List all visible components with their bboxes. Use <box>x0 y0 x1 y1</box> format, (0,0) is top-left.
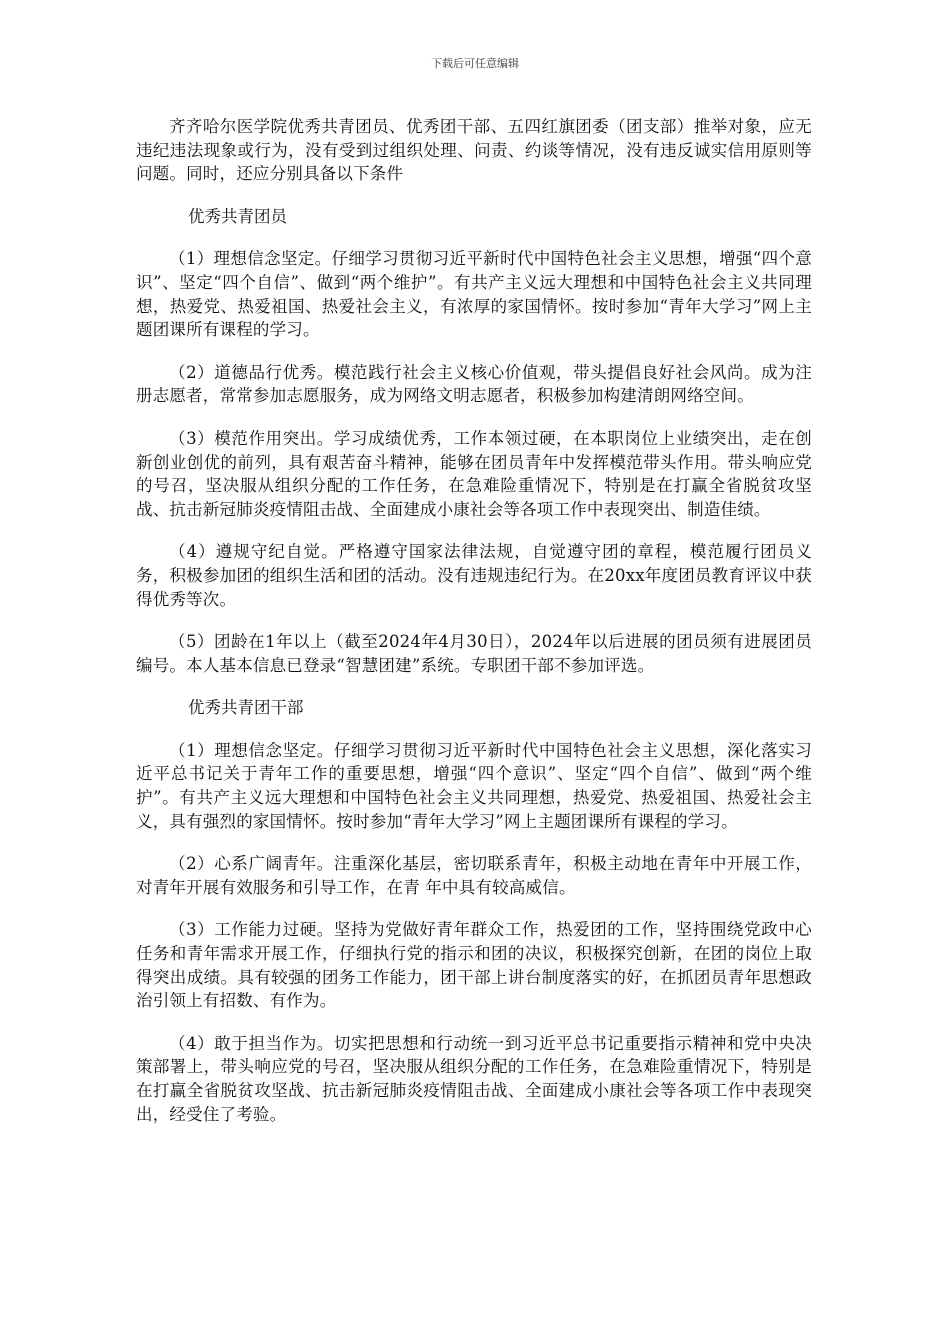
cadre-criterion-4: （4）敢于担当作为。切实把思想和行动统一到习近平总书记重要指示精神和党中央决策部署上，带头响应党的号召，坚决服从组织分配的工作任务，在急难险重情况下，特别是在打赢全省脱贫攻坚战、抗击新冠肺炎疫情阻击战、全面建成小康社会等各项工作中表现突出，经受住了考验。 <box>136 1033 812 1124</box>
cadre-criterion-3: （3）工作能力过硬。坚持为党做好青年群众工作，热爱团的工作，坚持围绕党政中心任务和青年需求开展工作，仔细执行党的指示和团的决议，积极探究创新，在团的岗位上取得突出成绩。具有较强的团务工作能力，团干部上讲台制度落实的好，在抓团员青年思想政治引领上有招数、有作为。 <box>136 920 812 1011</box>
cadre-criterion-1: （1）理想信念坚定。仔细学习贯彻习近平新时代中国特色社会主义思想，深化落实习近平总书记关于青年工作的重要思想，增强“四个意识”、坚定“四个自信”、做到“两个维护”。有共产主义远大理想和中国特色社会主义共同理想，热爱党、热爱祖国、热爱社会主义，具有强烈的家国情怀。按时参加“青年大学习”网上主题团课所有课程的学习。 <box>136 740 812 831</box>
intro-paragraph: 齐齐哈尔医学院优秀共青团员、优秀团干部、五四红旗团委（团支部）推举对象，应无违纪违法现象或行为，没有受到过组织处理、问责、约谈等情况，没有违反诚实信用原则等问题。同时，还应分别具备以下条件 <box>136 117 812 184</box>
cadre-criterion-2: （2）心系广阔青年。注重深化基层，密切联系青年，积极主动地在青年中开展工作，对青年开展有效服务和引导工作，在青 年中具有较高威信。 <box>136 854 812 897</box>
member-criterion-4: （4）遵规守纪自觉。严格遵守国家法律法规，自觉遵守团的章程，模范履行团员义务，积极参加团的组织生活和团的活动。没有违规违纪行为。在20xx年度团员教育评议中获得优秀等次。 <box>136 542 812 609</box>
document-body <box>136 115 812 1145</box>
member-criterion-1: （1）理想信念坚定。仔细学习贯彻习近平新时代中国特色社会主义思想，增强“四个意识”、坚定“四个自信”、做到“两个维护”。有共产主义远大理想和中国特色社会主义共同理想，热爱党、热爱祖国、热爱社会主义，有浓厚的家国情怀。按时参加“青年大学习”网上主题团课所有课程的学习。 <box>136 249 812 340</box>
section-heading-excellent-cadre: 优秀共青团干部 <box>188 698 304 718</box>
member-criterion-5: （5）团龄在1年以上（截至2024年4月30日），2024年以后进展的团员须有进展团员编号。本人基本信息已登录“智慧团建”系统。专职团干部不参加评选。 <box>136 632 812 675</box>
section-heading-excellent-member: 优秀共青团员 <box>188 206 287 226</box>
page-header-note: 下载后可任意编辑 <box>431 57 519 70</box>
member-criterion-3: （3）模范作用突出。学习成绩优秀，工作本领过硬，在本职岗位上业绩突出，走在创新创业创优的前列，具有艰苦奋斗精神，能够在团员青年中发挥模范带头作用。带头响应党的号召，坚决服从组织分配的工作任务，在急难险重情况下，特别是在打赢全省脱贫攻坚战、抗击新冠肺炎疫情阻击战、全面建成小康社会等各项工作中表现突出、制造佳绩。 <box>136 428 812 519</box>
member-criterion-2: （2）道德品行优秀。模范践行社会主义核心价值观，带头提倡良好社会风尚。成为注册志愿者，常常参加志愿服务，成为网络文明志愿者，积极参加构建清朗网络空间。 <box>136 362 812 406</box>
